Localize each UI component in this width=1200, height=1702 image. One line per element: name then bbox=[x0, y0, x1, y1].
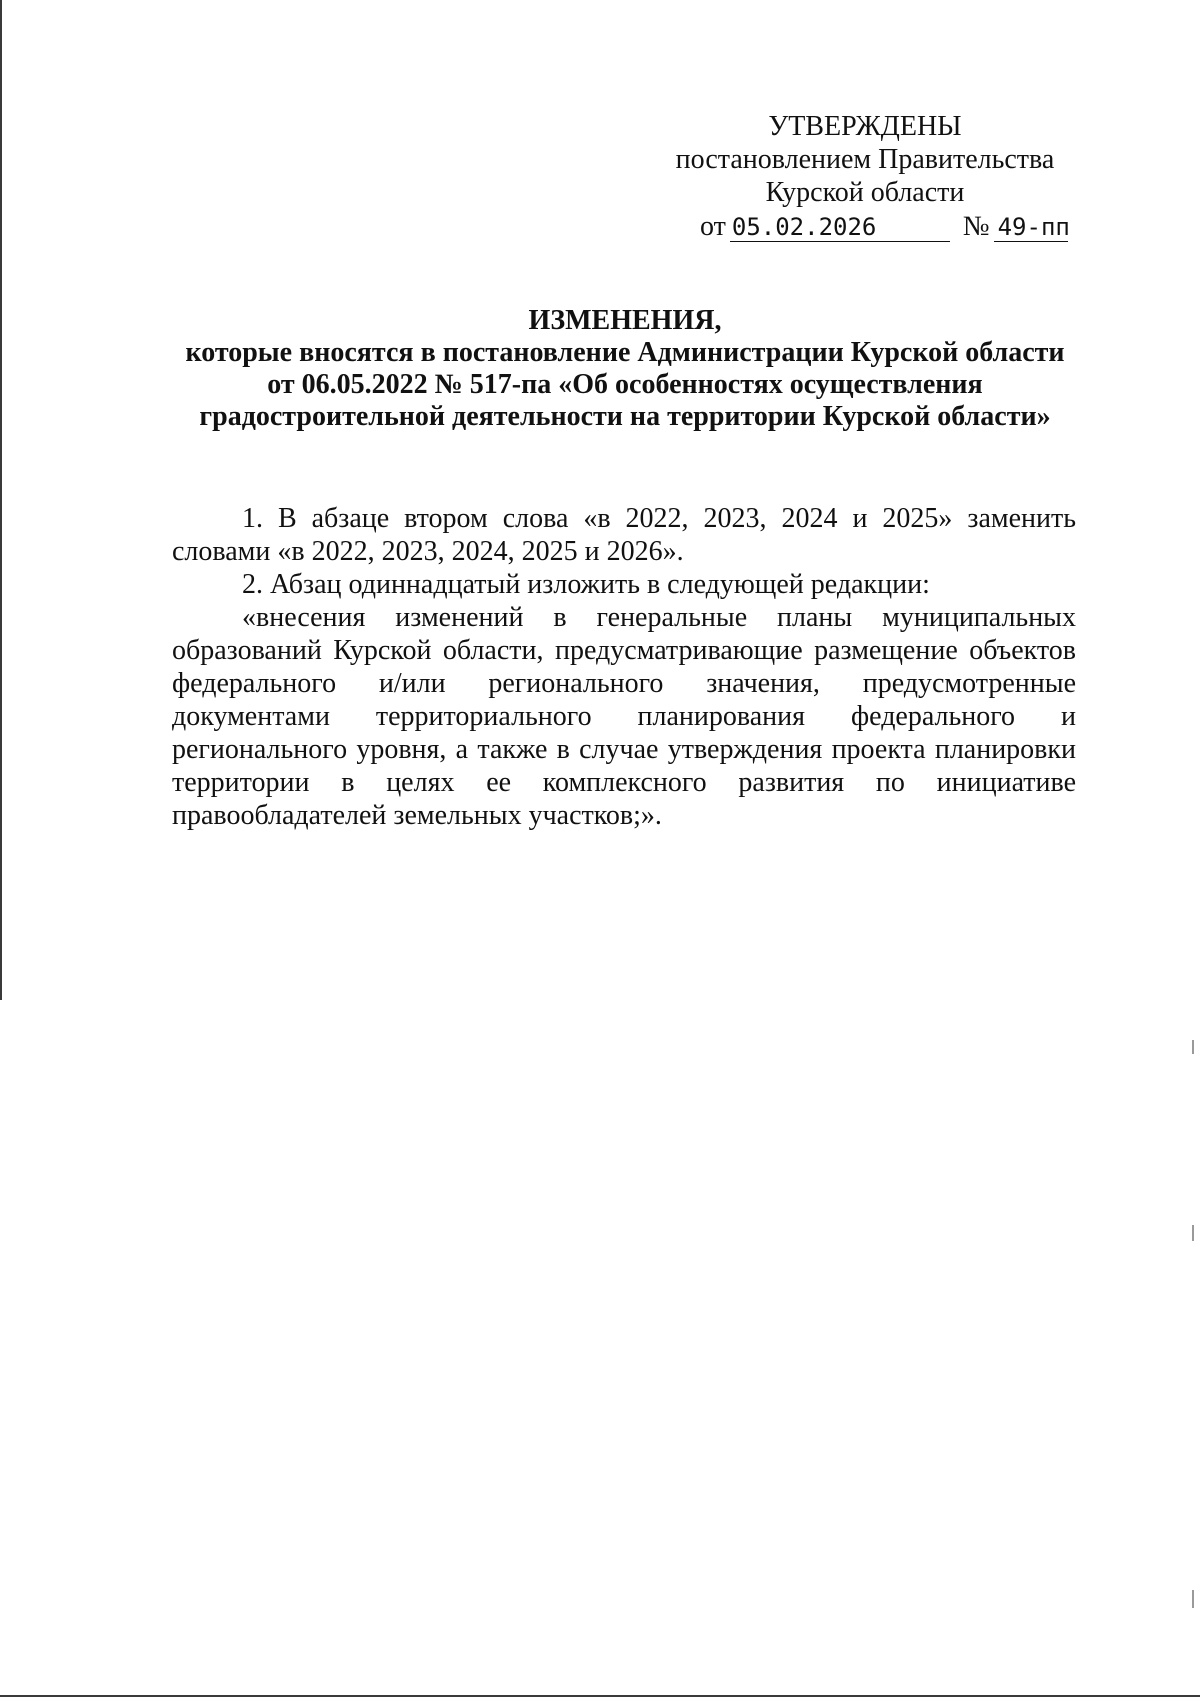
number-field: 49-пп bbox=[994, 213, 1068, 242]
approval-block bbox=[640, 110, 1090, 209]
scan-speck bbox=[1192, 1040, 1194, 1054]
paragraph-3-line: «внесения изменений в генеральные планы муниципальных bbox=[242, 602, 1076, 633]
paragraph-3-line: регионального уровня, а также в случае утверждения проекта планировки bbox=[172, 734, 1076, 765]
approval-region: Курской области bbox=[765, 177, 965, 208]
approval-by-resolution: постановлением Правительства bbox=[675, 144, 1055, 175]
paragraph-2-line: 2. Абзац одиннадцатый изложить в следующей редакции: bbox=[242, 569, 930, 600]
heading-subtitle-line: которые вносятся в постановление Администрации Курской области bbox=[185, 337, 1065, 368]
scan-speck bbox=[1192, 1225, 1194, 1241]
paragraph-3-line: правообладателей земельных участков;». bbox=[172, 800, 662, 831]
paragraph-1-line: 1. В абзаце втором слова «в 2022, 2023, 2024 и 2025» заменить bbox=[242, 503, 1076, 534]
document-body bbox=[172, 502, 1076, 832]
paragraph-3-line: образований Курской области, предусматривающие размещение объектов bbox=[172, 635, 1076, 666]
approval-date-number bbox=[700, 210, 1068, 243]
document-heading bbox=[175, 305, 1075, 433]
heading-title: ИЗМЕНЕНИЯ, bbox=[528, 305, 722, 336]
scan-bottom-edge bbox=[0, 1695, 1200, 1697]
paragraph-1-line: словами «в 2022, 2023, 2024, 2025 и 2026». bbox=[172, 536, 684, 567]
date-prefix: от bbox=[700, 211, 726, 242]
number-prefix: № bbox=[962, 211, 990, 242]
date-field: 05.02.2026 bbox=[730, 213, 950, 242]
paragraph-3-line: территории в целях ее комплексного развития по инициативе bbox=[172, 767, 1076, 798]
paragraph-3-line: документами территориального планирования федерального и bbox=[172, 701, 1076, 732]
scan-speck bbox=[1192, 1590, 1194, 1608]
approval-title: УТВЕРЖДЕНЫ bbox=[768, 111, 962, 142]
heading-subtitle-line: от 06.05.2022 № 517-па «Об особенностях осуществления bbox=[267, 369, 983, 400]
paragraph-3-line: федерального и/или регионального значения, предусмотренные bbox=[172, 668, 1076, 699]
heading-subtitle-line: градостроительной деятельности на территории Курской области» bbox=[199, 401, 1051, 432]
scan-left-edge bbox=[0, 0, 2, 1000]
